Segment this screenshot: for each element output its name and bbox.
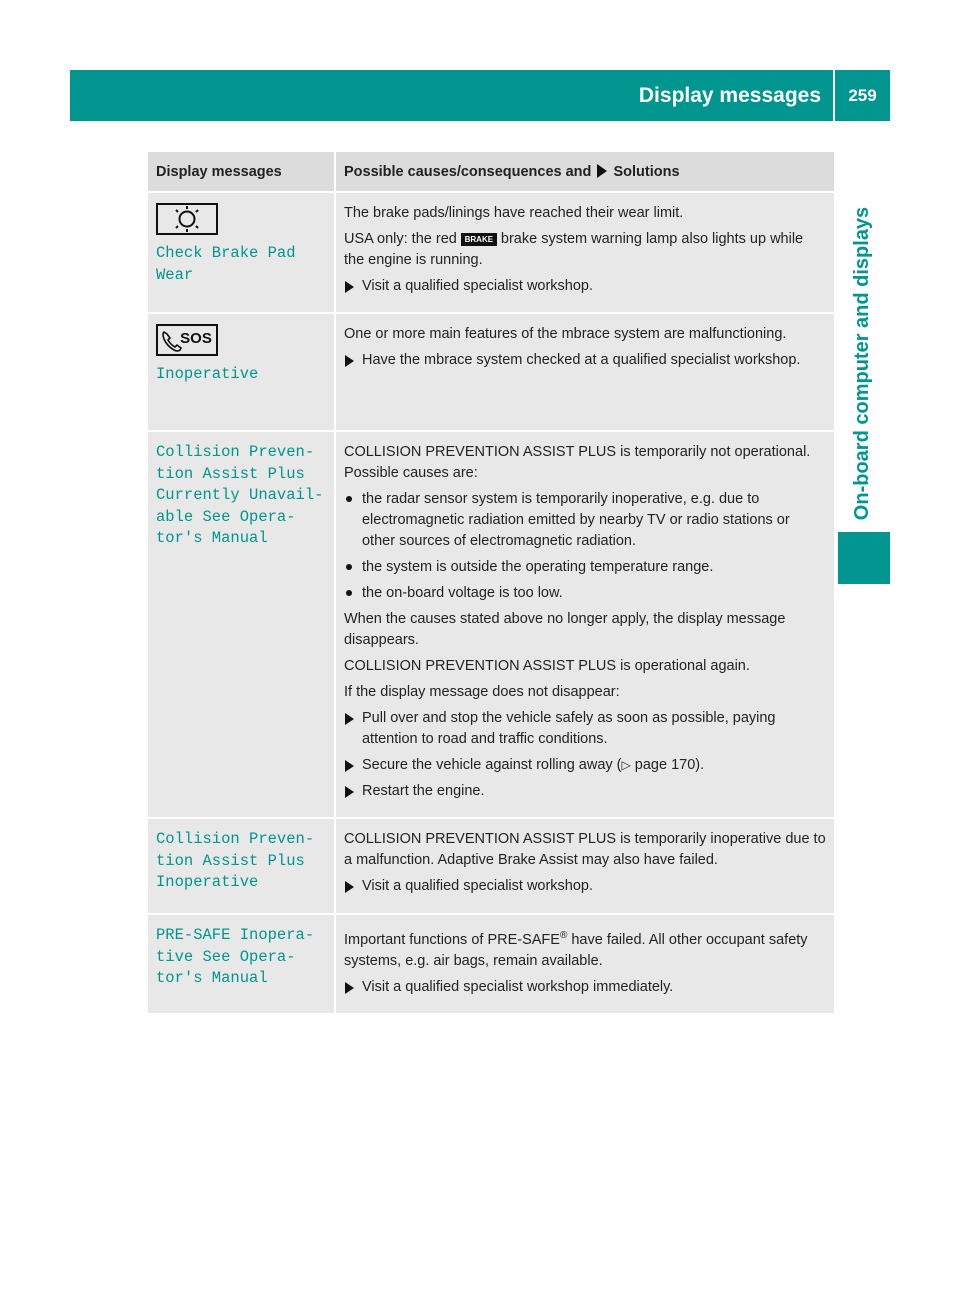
sos-phone-icon	[156, 324, 326, 360]
description-text	[344, 229, 826, 271]
description-text: COLLISION PREVENTION ASSIST PLUS is temporarily inoperative due to a malfunction. Adaptive Brake Assist may also have failed.	[343, 831, 826, 868]
description-text	[344, 925, 826, 972]
display-message-text: Collision Preven‐ tion Assist Plus Inoperative	[156, 830, 315, 891]
sos-label: SOS	[180, 330, 212, 347]
chapter-tab-block	[838, 532, 890, 584]
description-text: The brake pads/linings have reached their wear limit.	[343, 205, 684, 221]
solution-cell	[336, 193, 834, 314]
display-message-text: Collision Preven‐ tion Assist Plus Currently Unavail‐ able See Opera‐ tor's Manual	[156, 443, 324, 547]
description-text-start: Important functions of PRE-SAFE	[343, 931, 560, 948]
cause-bullet: the system is outside the operating temperature range.	[344, 557, 826, 578]
table-row	[148, 819, 834, 915]
col-header-display-messages: Display messages	[148, 152, 336, 193]
page-number: 259	[848, 85, 877, 105]
usa-only-text: USA only: the red	[343, 231, 457, 247]
chapter-tab	[836, 138, 890, 588]
table-row	[148, 314, 834, 432]
description-text: One or more main features of the mbrace system are malfunctioning.	[343, 326, 787, 342]
message-cell	[148, 193, 336, 314]
page-ref-link[interactable]: page 170).	[630, 757, 705, 773]
solution-cell	[336, 314, 834, 432]
message-cell	[148, 432, 336, 819]
message-cell	[148, 915, 336, 1015]
col-header-causes-solutions	[336, 152, 834, 193]
description-text: COLLISION PREVENTION ASSIST PLUS is temporarily not operational. Possible causes are:	[343, 444, 811, 481]
table-row	[148, 915, 834, 1015]
description-text-end: have failed. All other occupant safety systems, e.g. air bags, remain available.	[343, 931, 808, 969]
cause-bullet: the on-board voltage is too low.	[344, 583, 826, 604]
solution-step: Pull over and stop the vehicle safely as soon as possible, paying attention to road and traffic conditions.	[344, 708, 826, 750]
table-row	[148, 193, 834, 314]
solution-step: Visit a qualified specialist workshop immediately.	[344, 977, 826, 998]
section-title: Display messages	[638, 83, 821, 107]
description-text: If the display message does not disappear:	[343, 684, 620, 700]
brake-pad-wear-icon	[156, 203, 326, 239]
solution-cell	[336, 432, 834, 819]
col-header-causes-text: Possible causes/consequences and	[343, 164, 592, 180]
display-messages-table	[148, 152, 834, 1015]
page-ref-arrow-icon: ▷	[621, 758, 631, 772]
solution-step: Visit a qualified specialist workshop.	[344, 876, 826, 897]
step-text: Secure the vehicle against rolling away (	[361, 757, 622, 773]
col-header-solutions-text: Solutions	[613, 164, 680, 180]
table-header-row	[148, 152, 834, 193]
message-cell	[148, 819, 336, 915]
message-cell	[148, 314, 336, 432]
description-text: When the causes stated above no longer apply, the display message disappears.	[343, 611, 786, 648]
brake-warning-lamp-icon: BRAKE	[461, 233, 497, 246]
solution-cell	[336, 819, 834, 915]
display-message-text: Check Brake Pad Wear	[156, 244, 296, 284]
solution-step	[344, 755, 826, 776]
registered-mark: ®	[559, 930, 568, 941]
lamp-description-text: brake system warning lamp also lights up while the engine is running.	[343, 231, 804, 268]
chapter-tab-label: On-board computer and displays	[851, 206, 874, 520]
cause-bullet: the radar sensor system is temporarily inoperative, e.g. due to electromagnetic radiation emitted by nearby TV or radio stations or other sources of electromagnetic radiation.	[344, 489, 826, 552]
display-message-text: PRE-SAFE Inopera‐ tive See Opera‐ tor's Manual	[156, 926, 315, 987]
play-arrow-icon	[597, 164, 607, 178]
table-row	[148, 432, 834, 819]
display-message-text: Inoperative	[156, 365, 259, 383]
solution-step: Restart the engine.	[344, 781, 826, 802]
page-header	[70, 70, 890, 121]
solution-step: Have the mbrace system checked at a qualified specialist workshop.	[344, 350, 826, 371]
solution-cell	[336, 915, 834, 1015]
description-text: COLLISION PREVENTION ASSIST PLUS is operational again.	[343, 658, 750, 674]
solution-step: Visit a qualified specialist workshop.	[344, 276, 826, 297]
